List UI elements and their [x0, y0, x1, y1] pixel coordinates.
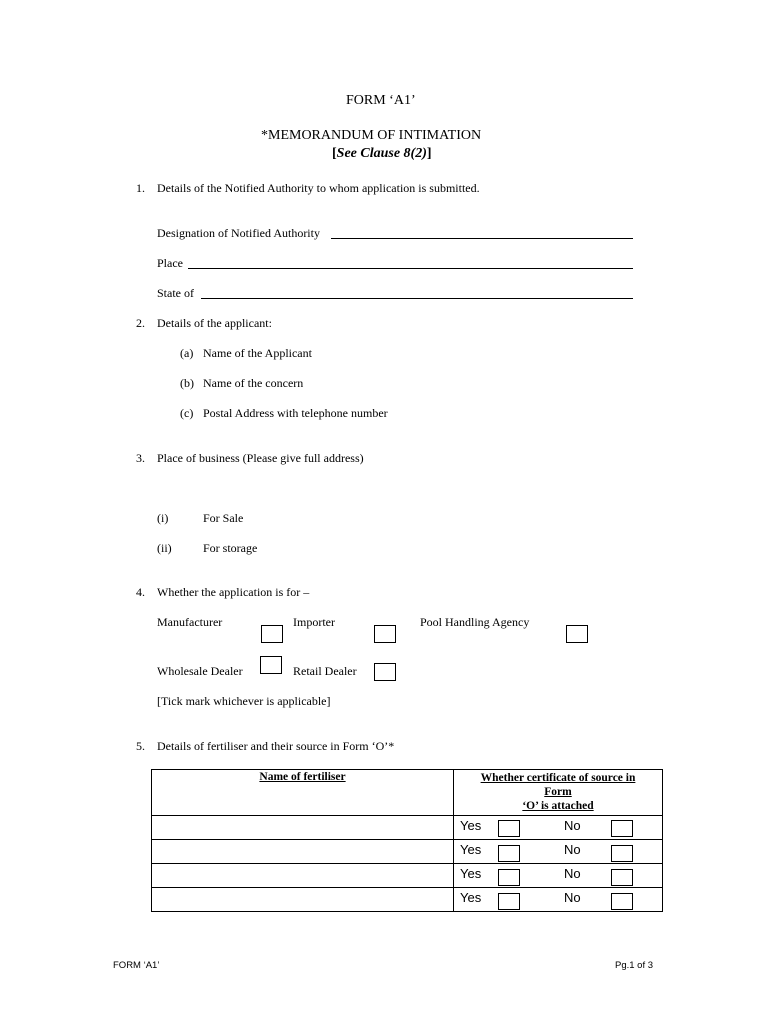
manufacturer-checkbox[interactable] — [261, 625, 283, 643]
section-3-number: 3. — [136, 451, 145, 465]
place-label: Place — [157, 256, 183, 270]
clause-open-bracket: [ — [332, 146, 337, 161]
section-3-text: Place of business (Please give full address) — [157, 451, 364, 465]
yes-label: Yes — [460, 866, 482, 881]
for-sale-label: For Sale — [203, 511, 244, 525]
designation-field[interactable] — [331, 238, 633, 239]
fertiliser-name-header: Name of fertiliser — [259, 771, 346, 783]
pool-handling-label: Pool Handling Agency — [420, 615, 530, 629]
section-4-text: Whether the application is for – — [157, 585, 310, 599]
fertiliser-table — [151, 769, 663, 912]
certificate-cell — [454, 888, 663, 912]
table-row — [152, 816, 663, 840]
memo-title: *MEMORANDUM OF INTIMATION — [261, 128, 482, 143]
importer-checkbox[interactable] — [374, 625, 396, 643]
concern-name-marker: (b) — [180, 376, 194, 390]
no-checkbox[interactable] — [611, 869, 633, 886]
concern-name-label: Name of the concern — [203, 376, 304, 390]
manufacturer-label: Manufacturer — [157, 615, 223, 629]
state-label: State of — [157, 286, 194, 300]
footer-form-label: FORM ‘A1’ — [113, 960, 160, 971]
yes-checkbox[interactable] — [498, 820, 520, 837]
yes-label: Yes — [460, 842, 482, 857]
place-field[interactable] — [188, 268, 633, 269]
table-header-row — [152, 770, 663, 816]
yes-checkbox[interactable] — [498, 893, 520, 910]
fertiliser-name-cell[interactable] — [152, 816, 454, 840]
certificate-cell — [454, 816, 663, 840]
fertiliser-name-cell[interactable] — [152, 864, 454, 888]
section-1-number: 1. — [136, 181, 145, 195]
yes-checkbox[interactable] — [498, 845, 520, 862]
table-row — [152, 840, 663, 864]
retail-dealer-label: Retail Dealer — [293, 664, 357, 678]
importer-label: Importer — [293, 615, 335, 629]
no-label: No — [564, 818, 581, 833]
certificate-cell — [454, 840, 663, 864]
for-storage-label: For storage — [203, 541, 258, 555]
certificate-header-line1: Whether certificate of source in Form — [480, 772, 636, 798]
no-label: No — [564, 866, 581, 881]
applicant-name-marker: (a) — [180, 346, 194, 360]
certificate-header-cell — [454, 770, 663, 816]
wholesale-dealer-checkbox[interactable] — [260, 656, 282, 674]
for-sale-marker: (i) — [157, 511, 169, 525]
section-5-number: 5. — [136, 739, 145, 753]
section-2-number: 2. — [136, 316, 145, 330]
yes-label: Yes — [460, 890, 482, 905]
yes-checkbox[interactable] — [498, 869, 520, 886]
fertiliser-name-header-cell — [152, 770, 454, 816]
state-field[interactable] — [201, 298, 633, 299]
postal-address-label: Postal Address with telephone number — [203, 406, 388, 420]
section-2-text: Details of the applicant: — [157, 316, 272, 330]
pool-handling-checkbox[interactable] — [566, 625, 588, 643]
clause-close-bracket: ] — [426, 146, 432, 161]
section-4-number: 4. — [136, 585, 145, 599]
fertiliser-name-cell[interactable] — [152, 888, 454, 912]
certificate-header-line2: ‘O’ is attached — [522, 800, 594, 812]
for-storage-marker: (ii) — [157, 541, 172, 555]
retail-dealer-checkbox[interactable] — [374, 663, 396, 681]
postal-address-marker: (c) — [180, 406, 194, 420]
yes-label: Yes — [460, 818, 482, 833]
no-label: No — [564, 890, 581, 905]
no-checkbox[interactable] — [611, 893, 633, 910]
fertiliser-name-cell[interactable] — [152, 840, 454, 864]
wholesale-dealer-label: Wholesale Dealer — [157, 664, 243, 678]
tick-note: [Tick mark whichever is applicable] — [157, 694, 331, 708]
form-title: FORM ‘A1’ — [346, 93, 416, 108]
table-row — [152, 864, 663, 888]
table-row — [152, 888, 663, 912]
clause-reference — [332, 146, 432, 162]
certificate-cell — [454, 864, 663, 888]
section-1-text: Details of the Notified Authority to whom application is submitted. — [157, 181, 480, 195]
applicant-name-label: Name of the Applicant — [203, 346, 312, 360]
no-label: No — [564, 842, 581, 857]
designation-label: Designation of Notified Authority — [157, 226, 320, 240]
footer-page-number: Pg.1 of 3 — [615, 960, 654, 971]
section-5-text: Details of fertiliser and their source in Form ‘O’* — [157, 739, 395, 753]
no-checkbox[interactable] — [611, 820, 633, 837]
clause-text: See Clause 8(2) — [336, 146, 427, 161]
no-checkbox[interactable] — [611, 845, 633, 862]
